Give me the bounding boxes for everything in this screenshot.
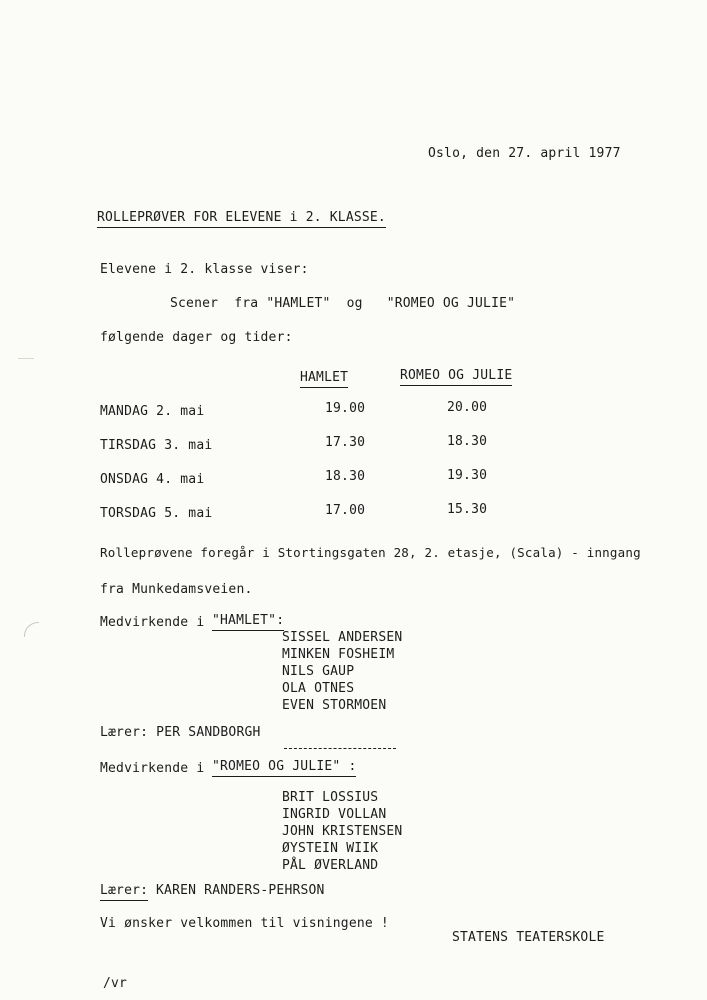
- paper-mark: [24, 622, 39, 637]
- schedule-time-hamlet: 19.00: [325, 401, 366, 416]
- romeo-actor: JOHN KRISTENSEN: [282, 824, 403, 839]
- schedule-day: TORSDAG 5. mai: [100, 506, 213, 521]
- signature: STATENS TEATERSKOLE: [452, 930, 605, 945]
- schedule-time-romeo: 20.00: [447, 400, 488, 415]
- romeo-actor: ØYSTEIN WIIK: [282, 841, 379, 856]
- schedule-day: MANDAG 2. mai: [100, 404, 205, 419]
- intro-line-2: Scener fra "HAMLET" og "ROMEO OG JULIE": [170, 296, 516, 311]
- schedule-time-romeo: 15.30: [447, 502, 488, 517]
- welcome-text: Vi ønsker velkommen til visningene !: [100, 916, 389, 931]
- hamlet-actor: SISSEL ANDERSEN: [282, 630, 403, 645]
- column-header-romeo: ROMEO OG JULIE: [400, 368, 512, 386]
- place-date: Oslo, den 27. april 1977: [428, 146, 621, 161]
- location-line-1: Rolleprøvene foregår i Stortingsgaten 28, 2. etasje, (Scala) - inngang: [100, 545, 641, 560]
- divider-line: [284, 748, 396, 749]
- romeo-actor: PÅL ØVERLAND: [282, 858, 379, 873]
- intro-line-3: følgende dager og tider:: [100, 330, 293, 345]
- hamlet-actor: EVEN STORMOEN: [282, 698, 387, 713]
- hamlet-actor: MINKEN FOSHEIM: [282, 647, 395, 662]
- schedule-day: ONSDAG 4. mai: [100, 472, 205, 487]
- romeo-teacher-name: KAREN RANDERS-PEHRSON: [148, 883, 325, 898]
- schedule-day: TIRSDAG 3. mai: [100, 438, 213, 453]
- document-title: ROLLEPRØVER FOR ELEVENE i 2. KLASSE.: [97, 210, 386, 228]
- intro-line-1: Elevene i 2. klasse viser:: [100, 262, 309, 277]
- romeo-cast-label: Medvirkende i: [100, 761, 213, 776]
- romeo-teacher-label: Lærer:: [100, 883, 148, 901]
- hamlet-cast-label: Medvirkende i: [100, 615, 213, 630]
- schedule-time-hamlet: 17.30: [325, 435, 366, 450]
- romeo-cast-play: "ROMEO OG JULIE" :: [212, 759, 356, 777]
- column-header-hamlet: HAMLET: [300, 370, 348, 388]
- hamlet-actor: NILS GAUP: [282, 664, 355, 679]
- hamlet-teacher: Lærer: PER SANDBORGH: [100, 725, 261, 740]
- schedule-time-romeo: 19.30: [447, 468, 488, 483]
- hamlet-actor: OLA OTNES: [282, 681, 355, 696]
- location-line-2: fra Munkedamsveien.: [100, 582, 253, 597]
- hamlet-cast-play: "HAMLET":: [212, 613, 284, 631]
- romeo-actor: INGRID VOLLAN: [282, 807, 387, 822]
- schedule-time-hamlet: 18.30: [325, 469, 366, 484]
- paper-mark: [18, 358, 34, 359]
- typist-initials: /vr: [103, 976, 128, 991]
- schedule-time-romeo: 18.30: [447, 434, 488, 449]
- romeo-actor: BRIT LOSSIUS: [282, 790, 379, 805]
- schedule-time-hamlet: 17.00: [325, 503, 366, 518]
